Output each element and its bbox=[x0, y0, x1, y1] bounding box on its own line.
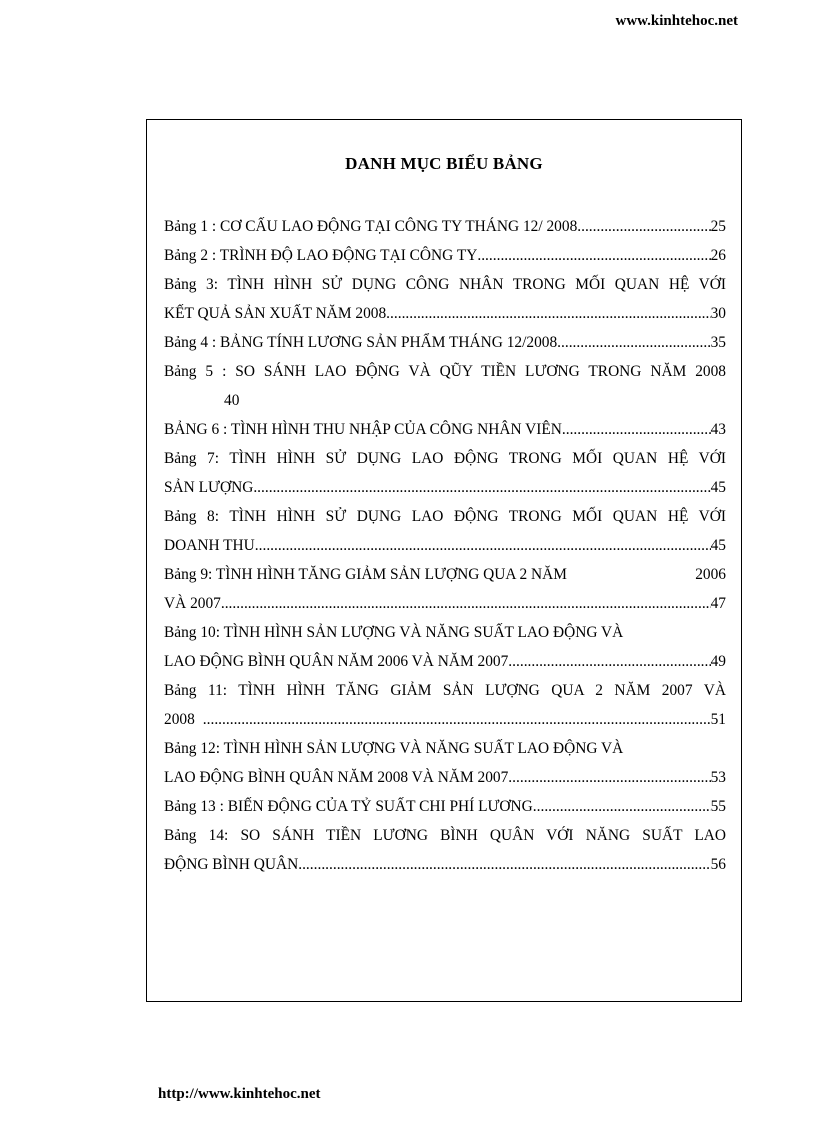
dot-leader bbox=[386, 299, 710, 328]
dot-leader bbox=[255, 531, 711, 560]
toc-entry-6 bbox=[164, 415, 726, 444]
toc-entry-12-cont bbox=[164, 763, 726, 792]
dot-leader bbox=[562, 415, 711, 444]
toc-entries bbox=[164, 212, 726, 879]
dot-leader bbox=[557, 328, 710, 357]
toc-entry-page: 45 bbox=[710, 479, 726, 496]
toc-entry-label: Bảng 11: TÌNH HÌNH TĂNG GIẢM SẢN LƯỢNG QUA 2 NĂM 2007 VÀ bbox=[164, 682, 726, 699]
dot-leader bbox=[253, 473, 710, 502]
toc-entry-page: 55 bbox=[710, 798, 726, 815]
toc-entry-2 bbox=[164, 241, 726, 270]
toc-entry-page: 45 bbox=[710, 537, 726, 554]
toc-entry-page: 47 bbox=[710, 595, 726, 612]
toc-entry-label: Bảng 10: TÌNH HÌNH SẢN LƯỢNG VÀ NĂNG SUẤT LAO ĐỘNG VÀ bbox=[164, 624, 624, 641]
toc-entry-page: 35 bbox=[710, 334, 726, 351]
footer-url[interactable]: http://www.kinhtehoc.net bbox=[158, 1086, 321, 1102]
toc-entry-11 bbox=[164, 676, 726, 705]
toc-entry-page: 25 bbox=[710, 218, 726, 235]
toc-entry-label: Bảng 8: TÌNH HÌNH SỬ DỤNG LAO ĐỘNG TRONG MỐI QUAN HỆ VỚI bbox=[164, 508, 726, 525]
toc-entry-14 bbox=[164, 821, 726, 850]
toc-entry-label-cont: 2008 bbox=[164, 711, 195, 728]
toc-entry-label: Bảng 2 : TRÌNH ĐỘ LAO ĐỘNG TẠI CÔNG TY bbox=[164, 247, 478, 264]
toc-entry-11-cont bbox=[164, 705, 726, 734]
toc-entry-1 bbox=[164, 212, 726, 241]
toc-frame bbox=[146, 119, 742, 1002]
toc-entry-label: Bảng 3: TÌNH HÌNH SỬ DỤNG CÔNG NHÂN TRONG MỐI QUAN HỆ VỚI bbox=[164, 276, 726, 293]
toc-entry-label: Bảng 7: TÌNH HÌNH SỬ DỤNG LAO ĐỘNG TRONG MỐI QUAN HỆ VỚI bbox=[164, 450, 726, 467]
toc-entry-7-cont bbox=[164, 473, 726, 502]
dot-leader bbox=[577, 212, 710, 241]
dot-leader bbox=[203, 705, 711, 734]
toc-entry-8 bbox=[164, 502, 726, 531]
toc-entry-label: BẢNG 6 : TÌNH HÌNH THU NHẬP CỦA CÔNG NHÂN VIÊN bbox=[164, 421, 562, 438]
dot-leader bbox=[508, 763, 710, 792]
toc-entry-14-cont bbox=[164, 850, 726, 879]
toc-entry-10-cont bbox=[164, 647, 726, 676]
toc-entry-page: 30 bbox=[710, 305, 726, 322]
toc-entry-label-cont: KẾT QUẢ SẢN XUẤT NĂM 2008 bbox=[164, 305, 387, 322]
toc-entry-label: Bảng 9: TÌNH HÌNH TĂNG GIẢM SẢN LƯỢNG QUA 2 NĂM bbox=[164, 566, 567, 583]
toc-entry-4 bbox=[164, 328, 726, 357]
dot-leader bbox=[533, 792, 711, 821]
toc-entry-page: 51 bbox=[710, 711, 726, 728]
dot-leader bbox=[298, 850, 710, 879]
toc-entry-label: Bảng 14: SO SÁNH TIỀN LƯƠNG BÌNH QUÂN VỚI NĂNG SUẤT LAO bbox=[164, 827, 726, 844]
toc-entry-page: 53 bbox=[710, 769, 726, 786]
toc-entry-8-cont bbox=[164, 531, 726, 560]
toc-entry-label: Bảng 5 : SO SÁNH LAO ĐỘNG VÀ QŨY TIỀN LƯƠNG TRONG NĂM 2008 bbox=[164, 363, 726, 380]
toc-entry-page: 40 bbox=[224, 392, 240, 409]
toc-entry-3-cont bbox=[164, 299, 726, 328]
toc-entry-label-cont: ĐỘNG BÌNH QUÂN bbox=[164, 856, 299, 873]
toc-entry-13 bbox=[164, 792, 726, 821]
toc-entry-9-cont bbox=[164, 589, 726, 618]
toc-entry-page: 56 bbox=[710, 856, 726, 873]
header-url[interactable]: www.kinhtehoc.net bbox=[615, 13, 738, 29]
toc-entry-7 bbox=[164, 444, 726, 473]
toc-entry-9 bbox=[164, 560, 726, 589]
toc-entry-label-cont: SẢN LƯỢNG bbox=[164, 479, 254, 496]
toc-entry-5 bbox=[164, 357, 726, 386]
toc-entry-10 bbox=[164, 618, 726, 647]
toc-entry-label-cont: LAO ĐỘNG BÌNH QUÂN NĂM 2006 VÀ NĂM 2007 bbox=[164, 653, 509, 670]
toc-entry-label: Bảng 12: TÌNH HÌNH SẢN LƯỢNG VÀ NĂNG SUẤT LAO ĐỘNG VÀ bbox=[164, 740, 624, 757]
dot-leader bbox=[508, 647, 710, 676]
toc-entry-page: 49 bbox=[710, 653, 726, 670]
dot-leader bbox=[221, 589, 711, 618]
toc-entry-label-cont: VÀ 2007 bbox=[164, 595, 221, 612]
dot-leader bbox=[477, 241, 710, 270]
toc-entry-page: 43 bbox=[710, 421, 726, 438]
toc-entry-label-end: 2006 bbox=[695, 566, 726, 583]
toc-entry-3 bbox=[164, 270, 726, 299]
toc-entry-5-cont bbox=[164, 386, 726, 415]
toc-entry-label: Bảng 1 : CƠ CẤU LAO ĐỘNG TẠI CÔNG TY THÁNG 12/ 2008 bbox=[164, 218, 578, 235]
toc-entry-label-cont: DOANH THU bbox=[164, 537, 255, 554]
toc-entry-label-cont: LAO ĐỘNG BÌNH QUÂN NĂM 2008 VÀ NĂM 2007 bbox=[164, 769, 509, 786]
toc-title: DANH MỤC BIỂU BẢNG bbox=[345, 154, 543, 173]
toc-entry-12 bbox=[164, 734, 726, 763]
toc-entry-page: 26 bbox=[710, 247, 726, 264]
toc-entry-label: Bảng 4 : BẢNG TÍNH LƯƠNG SẢN PHẨM THÁNG 12/2008 bbox=[164, 334, 558, 351]
toc-entry-label: Bảng 13 : BIẾN ĐỘNG CỦA TỶ SUẤT CHI PHÍ LƯƠNG bbox=[164, 798, 533, 815]
